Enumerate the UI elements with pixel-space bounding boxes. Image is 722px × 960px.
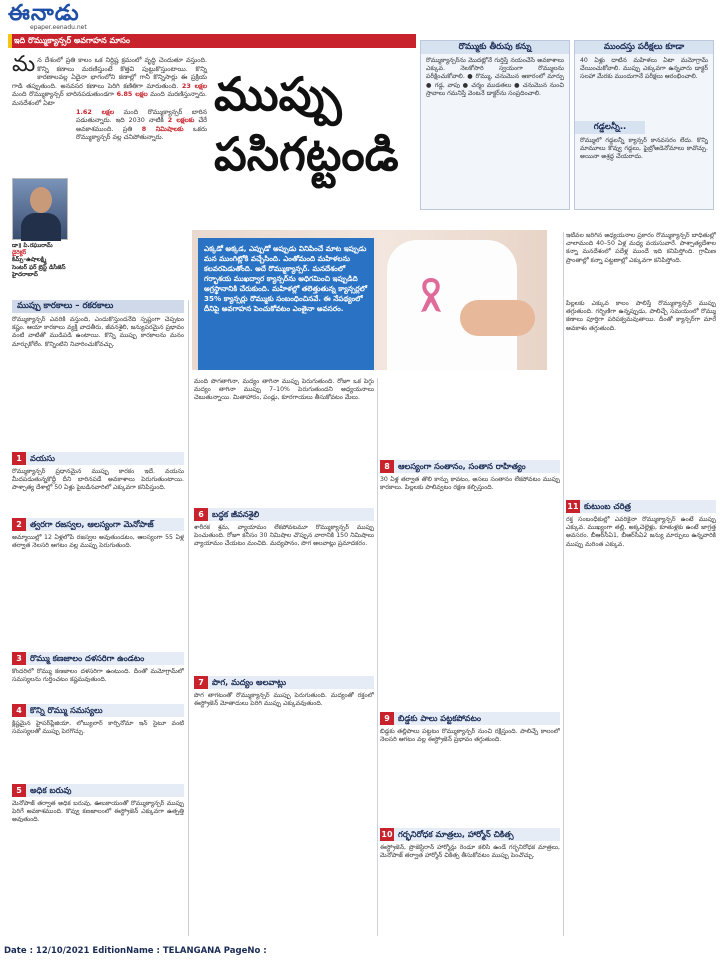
stat-highlight: 1.62 లక్షల — [76, 107, 114, 116]
doctor-photo — [12, 178, 68, 240]
stat-text: మంది రొమ్ముక్యాన్సర్‌ బారిన పడుతున్నారు. ఇది 2030 నాటికి — [76, 107, 207, 125]
factor-text: శారీరక శ్రమ, వ్యాయామం లేకపోవటమూ రొమ్ముక్యాన్సర్‌ ముప్పు పెంచుతుంది. రోజూ కనీసం 30 నిమిషాల చొప్పున వారానికి 150 నిమిషాలు వ్యాయామం చేయటం మంచిది. మద్యపానం, పొగ అలవాట్లు ప్రమాదకరం. — [194, 524, 374, 548]
stat-text: ఒకరు రొమ్ముక్యాన్సర్‌ వల్ల చనిపోతున్నారు. — [76, 124, 207, 142]
causes-heading: ముప్పు కారకాలు – రకరకాలు — [12, 300, 184, 313]
factor-text: పొగ తాగటంతో రొమ్ముక్యాన్సర్‌ ముప్పు పెరుగుతుంది. మద్యంతో రక్తంలో ఈస్ట్రోజెన్‌ మోతాదులు పెరిగి ముప్పు ఎక్కువవుతుంది. — [194, 692, 374, 708]
factor-label: రొమ్ము కణజాలం దళసరిగా ఉండటం — [30, 653, 145, 663]
column-divider — [377, 378, 378, 936]
factor-number: 3 — [12, 652, 26, 665]
factor-heading — [12, 704, 184, 717]
stat-highlight: 23 లక్షల — [181, 81, 207, 90]
screening-heading: ముందస్తు పరీక్షలు కూడా — [575, 41, 713, 54]
factor-heading — [380, 712, 560, 725]
factor-heading — [566, 500, 716, 513]
lumps-text: రొమ్ములో గడ్డలన్నీ క్యాన్సర్‌ కానవసరం లేదు. కొన్ని మామూలు కొవ్వు గడ్డలు, ఫైబ్రోఅడెనోమాలు కావొచ్చు. అయినా అశ్రద్ధ చేయరాదు. — [580, 137, 708, 161]
screening-box — [574, 40, 714, 210]
doctor-center: సెంటర్‌ ఫర్‌ బ్రెస్ట్‌ డిసీజెస్‌ — [12, 264, 66, 271]
factor-label: బద్ధక జీవనశైలి — [212, 509, 260, 519]
factor-number: 9 — [380, 712, 394, 725]
lead-paragraph — [12, 52, 207, 142]
pointing-hand — [460, 300, 535, 336]
self-exam-text: రొమ్ముక్యాన్సర్‌ను మొదట్లోనే గుర్తిస్తే నయంచేసే అవకాశాలు ఎక్కువ. నెలకోసారి స్వయంగా రొమ్ములను పరీక్షించుకోవాలి. ● రొమ్ము, చనుమొన ఆకారంలో మార్పు ● గడ్డ, వాపు ● చర్మం ముడతలు ● చనుమొన నుంచి స్రావాలు గమనిస్తే వెంటనే డాక్టర్‌ను సంప్రదించాలి. — [426, 57, 564, 97]
factor-heading — [12, 452, 184, 465]
factor-text: కొందరిలో రొమ్ము కణజాలం దళసరిగా ఉంటుంది. దీంతో మమోగ్రామ్‌లో సమస్యలను గుర్తించటం కష్టమవుతుంది. — [12, 668, 184, 684]
factor-heading — [380, 460, 560, 473]
factor-heading — [12, 518, 184, 531]
stat-highlight: 8 నిమిషాలకు — [141, 124, 184, 133]
factor-label: ఆలస్యంగా సంతానం, సంతాన రాహిత్యం — [398, 461, 526, 471]
stat-text: మంది రొమ్ముక్యాన్సర్‌ బారినపడుతుండగా — [12, 90, 114, 99]
factor-label: కుటుంబ చరిత్ర — [584, 501, 631, 511]
factor-label: గర్భనిరోధక మాత్రలు, హార్మోన్‌ చికిత్స — [398, 829, 514, 839]
factor-heading — [12, 784, 184, 797]
factor-number: 4 — [12, 704, 26, 717]
factor-text: రొమ్ముక్యాన్సర్‌ ప్రధానమైన ముప్పు కారకం ఇదే. వయసు మీదపడుతున్నకొద్దీ దీని బారినపడే అవకాశాలు పెరుగుతుంటాయి. పాశ్చాత్య దేశాల్లో 50 ఏళ్లు పైబడినవారిలో ఎక్కువగా కనిపిస్తుంది. — [12, 468, 184, 492]
factor-label: అధిక బరువు — [30, 785, 72, 795]
intro-quote: ఎక్కడో అక్కడ, ఎప్పుడో అప్పుడు వినిపించే మాట ఇప్పుడు మన ముంగిట్లోకి వచ్చేసింది. ఎంతోమంది మహిళలను కలవరపెడుతోంది. అదే రొమ్ముక్యాన్సర్‌. మనదేశంలో గర్భాశయ ముఖద్వార క్యాన్సర్‌ను అధిగమించి ఇప్పుడిది అగ్రస్థానానికి చేరుకుంది. మహిళల్లో తలెత్తుతున్న క్యాన్సర్లలో 35% క్యాన్సర్లు రొమ్ముకు సంబంధించినవే. ఈ నేపథ్యంలో దీనిపై అవగాహన పెంచుకోవటం ఎంతైనా అవసరం. — [198, 238, 374, 370]
stat-text: చేరే అవకాశముంది. ప్రతి — [76, 116, 207, 133]
newspaper-logo: ఈనాడు — [8, 0, 80, 26]
factor-text: బిడ్డకు తల్లిపాలు పట్టటం రొమ్ముక్యాన్సర్‌ నుంచి రక్షిస్తుంది. పాలిచ్చే కాలంలో నెలసరి ఆగటం వల్ల ఈస్ట్రోజెన్‌ ప్రభావం తగ్గుతుంది. — [380, 728, 560, 744]
factor-text: రక్త సంబంధీకుల్లో ఎవరికైనా రొమ్ముక్యాన్సర్‌ ఉంటే ముప్పు ఎక్కువ. ముఖ్యంగా తల్లి, అక్కచెల్లెళ్లు, కూతుళ్లకు ఉంటే జాగ్రత్త అవసరం. బీఆర్‌సీఏ1, బీఆర్‌సీఏ2 జన్యు మార్పులు ఉన్నవారికి ముప్పు మరింత ఎక్కువ. — [566, 516, 716, 548]
doctor-name: డా॥ పి.రఘురామ్‌ — [12, 243, 53, 249]
edition-footer: Date : 12/10/2021 EditionName : TELANGANA PageNo : — [4, 946, 267, 956]
lead-text: న దేశంలో ప్రతి కాలం ఒక నిర్దిష్ట క్రమంలో వృద్ధి చెందుతూ వస్తుంది. కొన్ని కణాలు మరణిస్తుంటే కొత్తవి పుట్టుకొస్తుంటాయి. కొన్ని కారణాలవల్ల ఏదైనా భాగంలోని కణాల్లో గానీ కొన్నిసార్లు ఈ ప్రక్రియ గాడి తప్పుతుంది. అనవసర కణాలు పెరిగి కణితిగా మారుతుంది. — [12, 56, 207, 90]
factor-number: 7 — [194, 676, 208, 689]
factor-heading — [380, 828, 560, 841]
factor-heading — [12, 652, 184, 665]
doctor-title: డైరెక్టర్‌ — [12, 250, 27, 257]
factor-text: అమ్మాయిల్లో 12 ఏళ్లలోపే రజస్వల అవుతుండటం, ఆలస్యంగా 55 ఏళ్ల తర్వాత నెలసరి ఆగటం వల్ల ముప్పు పెరుగుతుంది. — [12, 534, 184, 550]
lumps-heading: గడ్డలన్నీ.. — [575, 121, 645, 134]
self-exam-heading: రొమ్ముకు తీరుపు కన్ను — [421, 41, 569, 54]
factor-label: వయసు — [30, 453, 55, 463]
column-four-extra: పిల్లలకు ఎక్కువ కాలం పాలిస్తే రొమ్ముక్యాన్సర్‌ ముప్పు తగ్గుతుంది. గర్భిణిగా ఉన్నప్పుడు, పాలిచ్చే సమయంలో రొమ్ము కణాలు పూర్తిగా పరిపక్వమవుతాయి. దీంతో క్యాన్సర్‌గా మారే అవకాశం తగ్గుతుంది. — [566, 300, 716, 332]
factor-heading — [194, 508, 374, 521]
pink-ribbon-icon — [418, 278, 444, 314]
factor-number: 5 — [12, 784, 26, 797]
doctor-hospital: కిమ్స్‌–ఉషాలక్ష్మి — [12, 257, 47, 264]
factor-number: 2 — [12, 518, 26, 531]
column-two-text: మంది పొగతాగినా, మద్యం తాగినా ముప్పు పెరుగుతుంది. రోజూ ఒక పెగ్గు మద్యం తాగినా ముప్పు 7–10% పెరుగుతుందని అధ్యయనాలు చెబుతున్నాయి. మితాహారం, పండ్లు, కూరగాయలు తీసుకోవటం మేలు. — [194, 378, 374, 402]
doctor-caption — [12, 243, 72, 279]
drop-cap: మ — [12, 52, 36, 77]
factor-label: కొన్ని రొమ్ము సమస్యలు — [30, 705, 103, 715]
stat-text: మంది మరణిస్తున్నారు. మనదేశంలో ఏటా — [12, 90, 207, 107]
factor-heading — [194, 676, 374, 689]
factor-text: క్లిష్టమైన హైపర్‌ప్లేజియా, లోబ్యులార్‌ కార్సినోమా ఇన్‌ సైటూ వంటి సమస్యలతో ముప్పు పెరగొచ్చు. — [12, 720, 184, 736]
factor-number: 1 — [12, 452, 26, 465]
stat-highlight: 6.85 లక్షల — [116, 90, 148, 99]
factor-text: 30 ఏళ్ల తర్వాత తొలి కాన్పు కావటం, అసలు సంతానం లేకపోవటం ముప్పు కారకాలు. పిల్లలకు పాలివ్వటం రక్షణ కల్పిస్తుంది. — [380, 476, 560, 492]
factor-number: 6 — [194, 508, 208, 521]
screening-text: 40 ఏళ్లు దాటిన మహిళలు ఏటా మమోగ్రామ్‌ చేయించుకోవాలి. ముప్పు ఎక్కువగా ఉన్నవారు డాక్టర్‌ సలహా మేరకు ముందుగానే పరీక్షలు ఆరంభించాలి. — [580, 57, 708, 81]
stat-highlight: 2 లక్షలకు — [167, 116, 195, 125]
doctor-city: హైదరాబాద్‌ — [12, 271, 38, 278]
column-divider — [563, 232, 564, 936]
doctor-profile — [12, 178, 72, 290]
factor-number: 10 — [381, 830, 393, 839]
masthead — [8, 2, 158, 32]
factor-label: పొగ, మద్యం అలవాట్లు — [212, 677, 287, 687]
factor-number: 11 — [567, 502, 579, 511]
factor-text: మెనోపాజ్‌ తర్వాత అధిక బరువు, ఊబకాయంతో రొమ్ముక్యాన్సర్‌ ముప్పు పెరిగే అవకాశముంది. కొవ్వు కణజాలంలో ఈస్ట్రోజెన్‌ ఎక్కువగా ఉత్పత్తి అవుతుంది. — [12, 800, 184, 824]
factor-number: 8 — [380, 460, 394, 473]
feature-image — [192, 230, 547, 370]
factor-text: ఈస్ట్రోజెన్‌, ప్రొజెస్టిరాన్‌ హార్మోన్లు రెండూ కలిసి ఉండే గర్భనిరోధక మాత్రలు, మెనోపాజ్‌ తర్వాత హార్మోన్‌ చికిత్స తీసుకోవటం ముప్పు పెంచొచ్చు. — [380, 844, 560, 860]
self-exam-box — [420, 40, 570, 210]
column-divider — [188, 300, 189, 936]
page-title: ముప్పు పసిగట్టండి — [214, 67, 399, 181]
factor-label: త్వరగా రజస్వల, ఆలస్యంగా మెనోపాజ్‌ — [30, 519, 154, 529]
factor-label: బిడ్డకు పాలు పట్టకపోవటం — [398, 713, 482, 723]
column-four-text: ఇటీవల జరిగిన అధ్యయనాల ప్రకారం రొమ్ముక్యాన్సర్‌ బాధితుల్లో చాలామంది 40–50 ఏళ్ల మధ్య వయసువారే. పాశ్చాత్యదేశాల కన్నా మనదేశంలో పదేళ్ల ముందే ఇది కనిపిస్తోంది. గ్రామీణ ప్రాంతాల్లో కన్నా పట్టణాల్లో ఎక్కువగా కనిపిస్తోంది. — [566, 232, 716, 264]
awareness-month-bar: ఇది రొమ్ముక్యాన్సర్‌ అవగాహన మాసం — [8, 34, 416, 48]
causes-text: రొమ్ముక్యాన్సర్‌ ఎవరికి వస్తుంది, ఎందుకొస్తుందనేది స్పష్టంగా చెప్పటం కష్టం. ఆయా కారకాలు వ్యక్తి వాదతీరు, జీవనశైలి, జన్యుపరమైన ప్రభావం వంటి వాటితో ముడిపడి ఉంటాయి. కొన్ని ముప్పు కారకాలను మనం మార్చుకోలేం. కొన్నింటిని నివారించుకోవచ్చు. — [12, 316, 184, 348]
masthead-url: epaper.eenadu.net — [30, 24, 87, 31]
